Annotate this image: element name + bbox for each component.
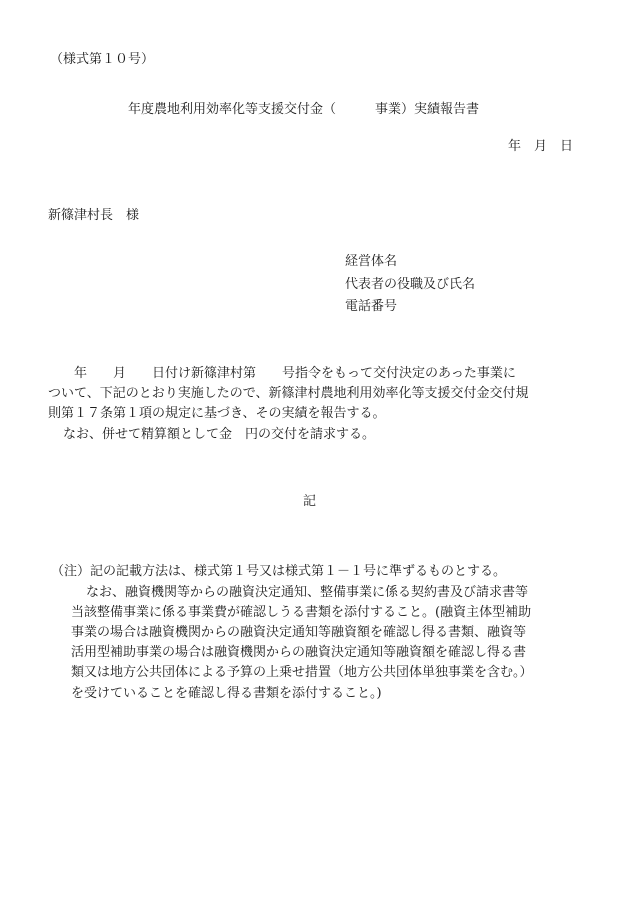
body-paragraph1-line: 則第１７条第１項の規定に基づき、その実績を報告する。 — [48, 406, 386, 421]
note-line: 活用型補助事業の場合は融資機関からの融資決定通知等融資額を確認し得る書 — [71, 645, 527, 660]
body-paragraph1-line: 年 月 日付け新篠津村第 号指令をもって交付決定のあった事業に — [48, 366, 516, 381]
note-line: 事業の場合は融資機関からの融資決定通知等融資額を確認し得る書類、融資等 — [71, 625, 527, 640]
body-paragraph1-line: ついて、下記のとおり実施したので、新篠津村農地利用効率化等支援交付金交付規 — [48, 386, 529, 401]
note-line: を受けていることを確認し得る書類を添付すること。) — [71, 686, 382, 701]
form-number: （様式第１０号） — [50, 52, 155, 67]
note-line: なお、融資機関等からの融資決定通知、整備事業に係る契約書及び請求書等 — [86, 585, 529, 600]
body-paragraph2: なお、併せて精算額として金 円の交付を請求する。 — [63, 427, 376, 442]
document-title: 年度農地利用効率化等支援交付金（ 事業）実績報告書 — [128, 102, 480, 117]
applicant-entity-name: 経営体名 — [345, 254, 398, 269]
ki-heading: 記 — [303, 494, 317, 509]
note-line: 当該整備事業に係る事業費が確認しうる書類を添付すること。(融資主体型補助 — [71, 605, 532, 620]
addressee: 新篠津村長 様 — [48, 208, 140, 223]
applicant-phone: 電話番号 — [345, 299, 398, 314]
note-title: （注）記の記載方法は、様式第１号又は様式第１－１号に準ずるものとする。 — [51, 564, 507, 579]
note-line: 類又は地方公共団体による予算の上乗せ措置（地方公共団体単独事業を含む。） — [71, 665, 533, 680]
applicant-representative: 代表者の役職及び氏名 — [345, 277, 476, 292]
date-line: 年 月 日 — [508, 139, 574, 154]
